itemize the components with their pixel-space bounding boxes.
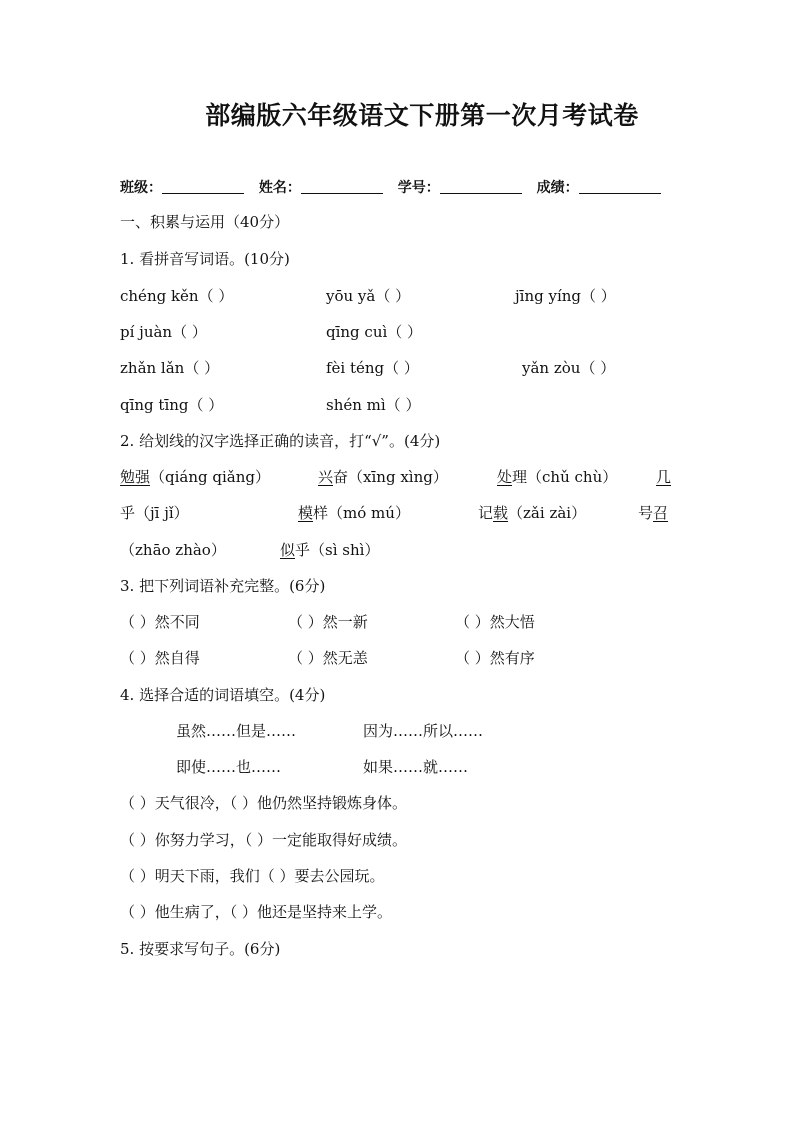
fill-sentence: （ ）他生病了，（ ）他还是坚持来上学。 bbox=[120, 903, 393, 921]
name-blank[interactable] bbox=[301, 179, 383, 194]
reading-item: 乎（jī jǐ） bbox=[120, 504, 189, 522]
reading-item: 模样（mó mú） bbox=[298, 504, 410, 522]
idiom-item: （ ）然一新 bbox=[288, 613, 368, 631]
reading-item: 几 bbox=[656, 468, 672, 486]
page-title: 部编版六年级语文下册第一次月考试卷 bbox=[205, 101, 639, 130]
id-label: 学号： bbox=[397, 180, 440, 196]
fill-sentence: （ ）你努力学习，（ ）一定能取得好成绩。 bbox=[120, 831, 408, 849]
pinyin-item: fèi téng（ ） bbox=[326, 359, 419, 377]
idiom-item: （ ）然不同 bbox=[120, 613, 200, 631]
pinyin-item: qīng cuì（ ） bbox=[326, 323, 423, 341]
pinyin-item: yōu yǎ（ ） bbox=[326, 287, 411, 305]
reading-item: （zhāo zhào） bbox=[120, 541, 226, 559]
score-label: 成绩： bbox=[536, 180, 579, 196]
question-4-title: 4. 选择合适的词语填空。(4分) bbox=[120, 686, 326, 704]
idiom-item: （ ）然无恙 bbox=[288, 649, 368, 667]
reading-item: 勉强（qiáng qiǎng） bbox=[120, 468, 270, 486]
reading-item: 处理（chǔ chù） bbox=[497, 468, 618, 486]
question-5-title: 5. 按要求写句子。(6分) bbox=[120, 940, 281, 958]
question-2-title: 2. 给划线的汉字选择正确的读音，打“√”。(4分) bbox=[120, 432, 441, 450]
reading-item: 记载（zǎi zài） bbox=[478, 504, 587, 522]
fill-sentence: （ ）天气很冷，（ ）他仍然坚持锻炼身体。 bbox=[120, 794, 408, 812]
score-blank[interactable] bbox=[579, 179, 661, 194]
conjunction-option: 如果……就…… bbox=[363, 758, 469, 776]
pinyin-item: shén mì（ ） bbox=[326, 396, 421, 414]
section-heading: 一、积累与运用（40分） bbox=[120, 213, 290, 231]
pinyin-item: zhǎn lǎn（ ） bbox=[120, 359, 220, 377]
conjunction-option: 即使……也…… bbox=[176, 758, 282, 776]
pinyin-item: pí juàn（ ） bbox=[120, 323, 207, 341]
student-info-row bbox=[120, 178, 667, 198]
class-label: 班级： bbox=[120, 180, 162, 196]
question-1-title: 1. 看拼音写词语。(10分) bbox=[120, 250, 290, 268]
pinyin-item: chéng kěn（ ） bbox=[120, 287, 234, 305]
idiom-item: （ ）然有序 bbox=[455, 649, 535, 667]
class-blank[interactable] bbox=[162, 179, 244, 194]
name-label: 姓名： bbox=[258, 180, 301, 196]
conjunction-option: 因为……所以…… bbox=[363, 722, 484, 740]
fill-sentence: （ ）明天下雨，我们（ ）要去公园玩。 bbox=[120, 867, 385, 885]
pinyin-item: yǎn zòu（ ） bbox=[522, 359, 616, 377]
idiom-item: （ ）然大悟 bbox=[455, 613, 535, 631]
question-3-title: 3. 把下列词语补充完整。(6分) bbox=[120, 577, 326, 595]
id-blank[interactable] bbox=[440, 179, 522, 194]
reading-item: 号召 bbox=[638, 504, 669, 522]
reading-item: 兴奋（xīng xìng） bbox=[318, 468, 448, 486]
pinyin-item: qīng tīng（ ） bbox=[120, 396, 224, 414]
pinyin-item: jīng yíng（ ） bbox=[515, 287, 616, 305]
reading-item: 似乎（sì shì） bbox=[280, 541, 380, 559]
conjunction-option: 虽然……但是…… bbox=[176, 722, 297, 740]
idiom-item: （ ）然自得 bbox=[120, 649, 200, 667]
